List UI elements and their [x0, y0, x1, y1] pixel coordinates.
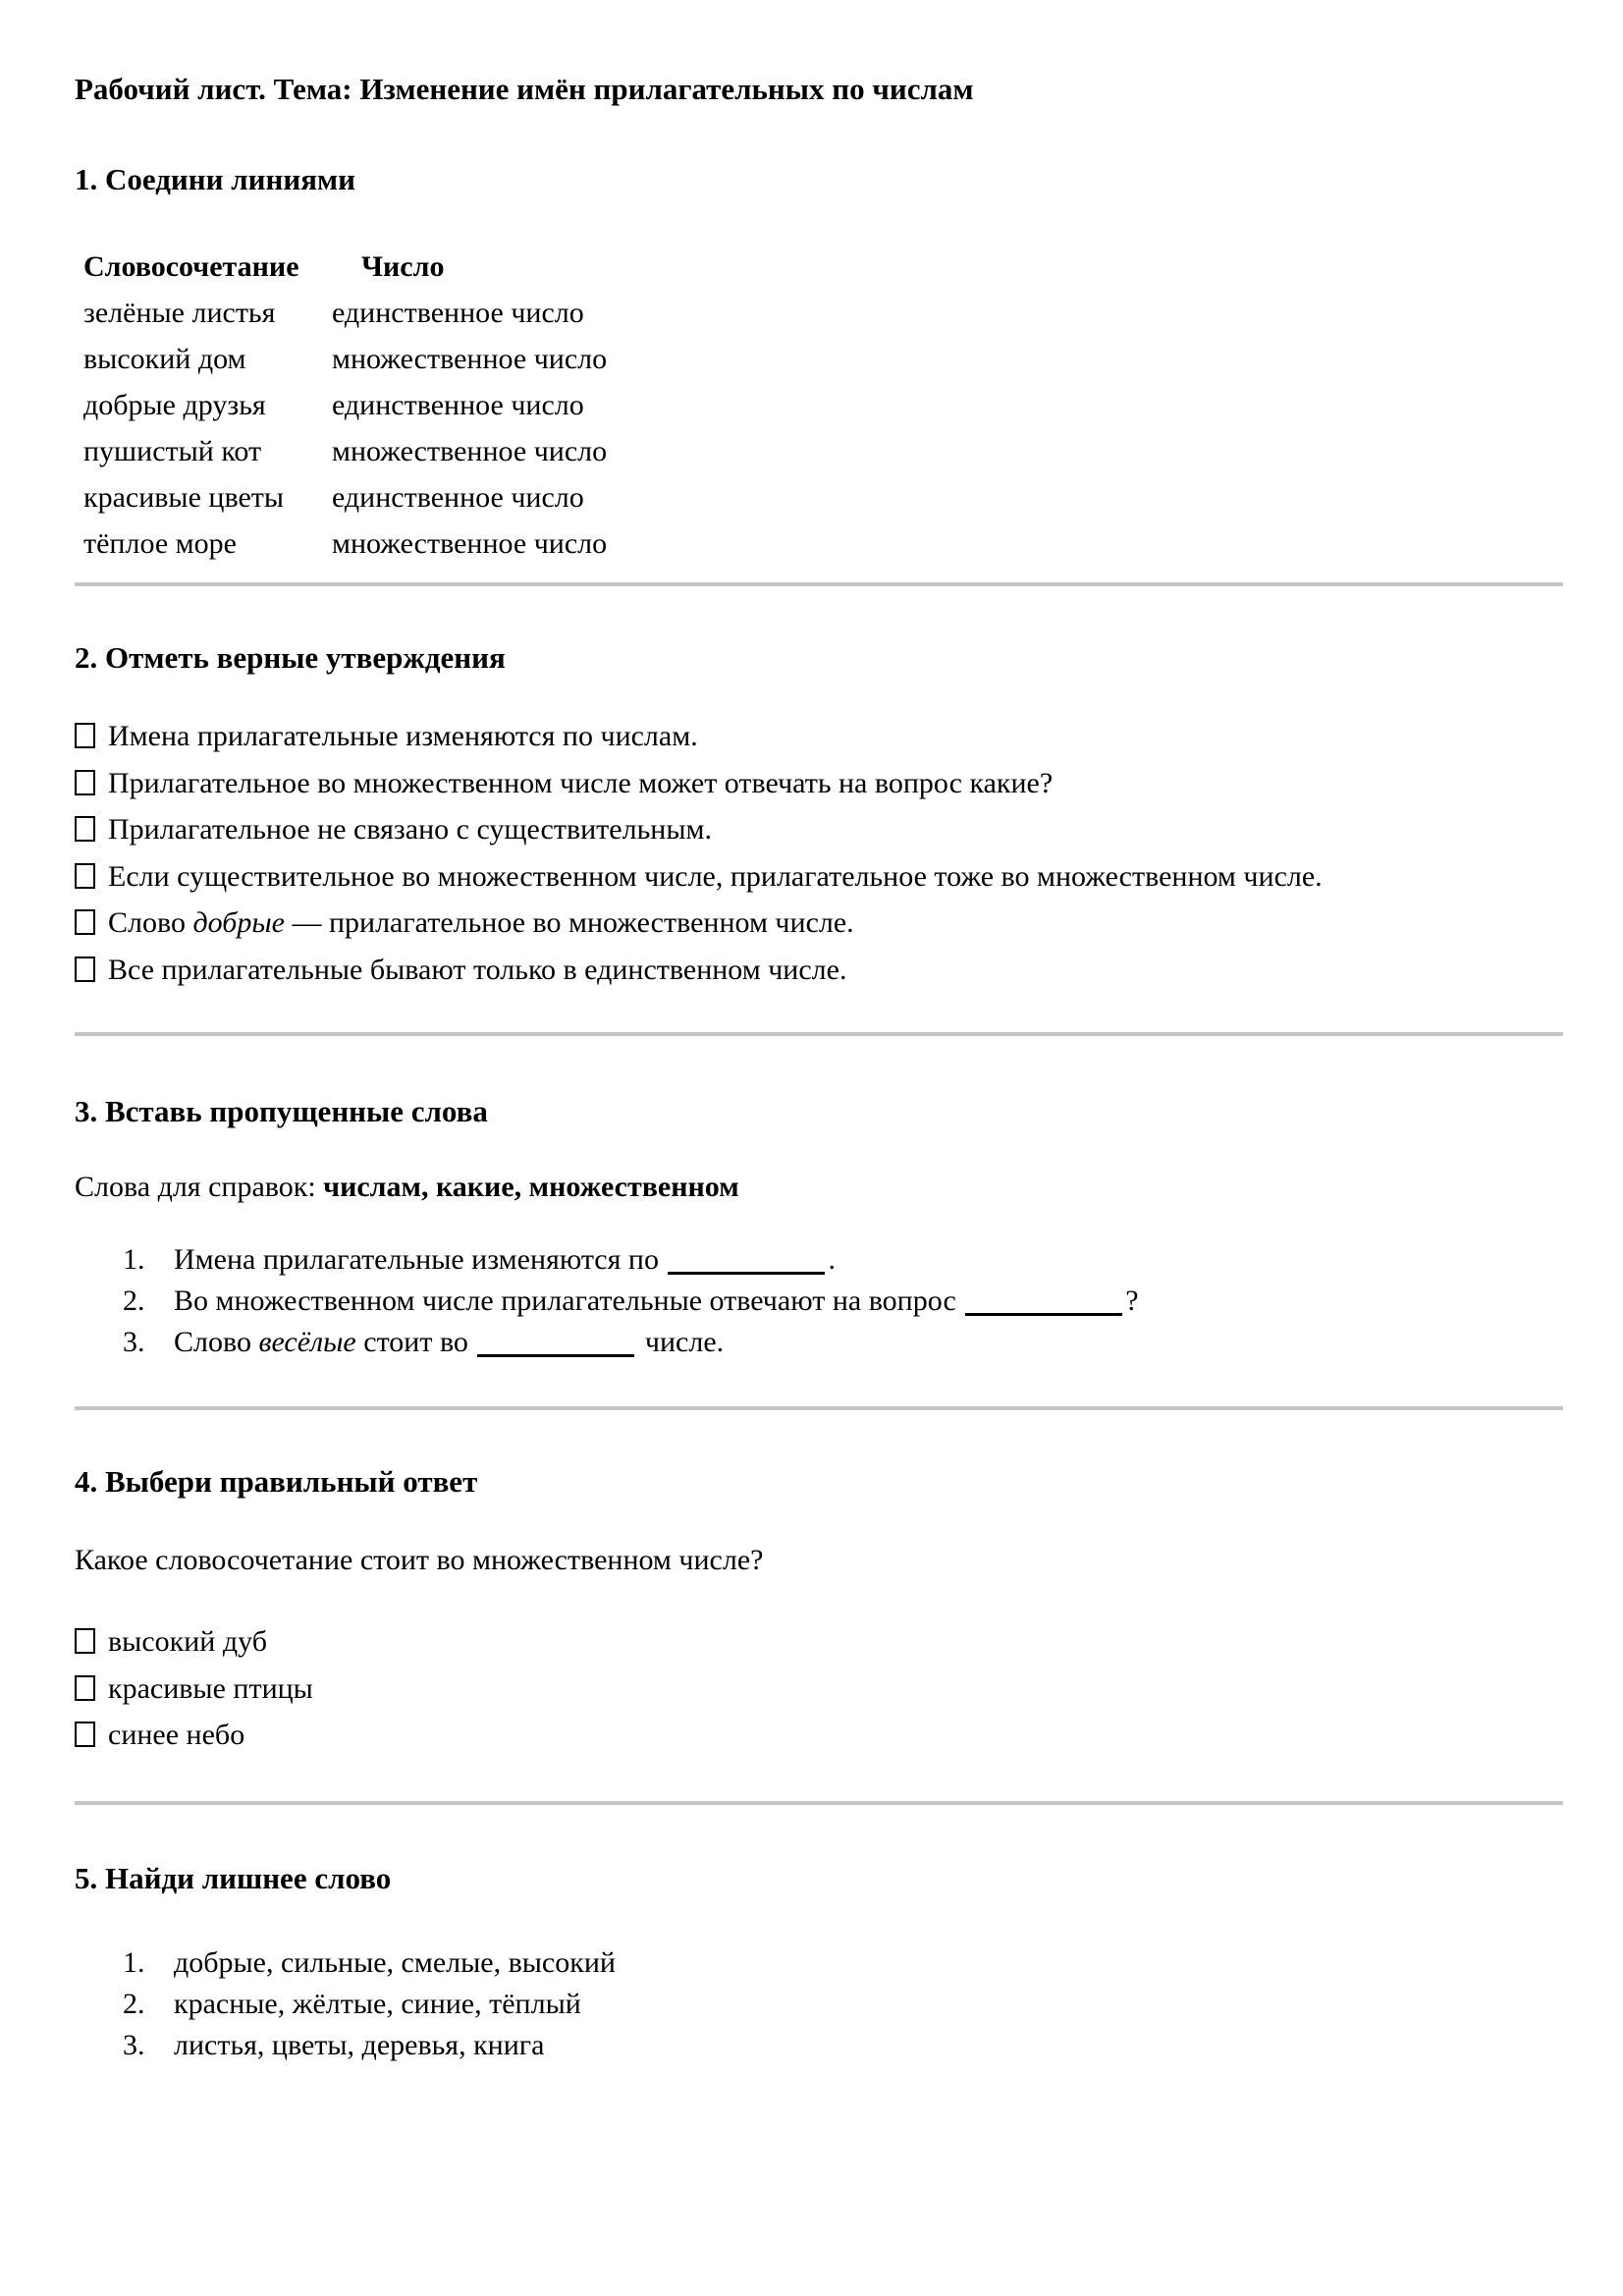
- number-cell: единственное число: [332, 297, 584, 329]
- blank-line[interactable]: [965, 1310, 1122, 1316]
- item-text: листья, цветы, деревья, книга: [174, 2028, 545, 2061]
- number-cell: множественное число: [332, 527, 608, 560]
- phrase-cell: красивые цветы: [83, 481, 285, 514]
- statement-text: Слово: [108, 906, 193, 939]
- section-divider: [75, 582, 1563, 586]
- section-3-heading: 3. Вставь пропущенные слова: [75, 1094, 488, 1128]
- phrase-cell: пушистый кот: [83, 435, 262, 467]
- table-header-number: Число: [361, 250, 445, 283]
- statement-row: [75, 853, 1563, 901]
- phrase-cell: тёплое море: [83, 527, 237, 560]
- phrase-cell: высокий дом: [83, 343, 246, 375]
- section-2-heading: 2. Отметь верные утверждения: [75, 640, 506, 675]
- number-cell: множественное число: [332, 343, 608, 375]
- blank-line[interactable]: [668, 1269, 825, 1275]
- hint-text: [75, 1167, 1563, 1208]
- item-text: .: [828, 1243, 836, 1276]
- item-text: ?: [1125, 1285, 1139, 1317]
- section-divider: [75, 1032, 1563, 1036]
- number-cell: единственное число: [332, 481, 584, 514]
- checkbox[interactable]: [75, 957, 95, 982]
- options-group: [75, 1618, 1563, 1759]
- number-cell: множественное число: [332, 435, 608, 467]
- list-number: 3.: [123, 2028, 145, 2061]
- item-text: добрые, сильные, смелые, высокий: [174, 1945, 616, 1979]
- item-text: Во множественном числе прилагательные отвечают на вопрос: [174, 1285, 964, 1317]
- section-divider: [75, 1406, 1563, 1410]
- fill-blank-list: [75, 1239, 1563, 1363]
- list-number: 2.: [123, 1987, 145, 2020]
- statement-text: Если существительное во множественном числе, прилагательное тоже во множественном числе.: [108, 859, 1323, 893]
- statement-text: Имена прилагательные изменяются по числам.: [108, 720, 698, 752]
- option-label: высокий дуб: [108, 1625, 267, 1658]
- statement-label: [108, 813, 712, 846]
- phrase-cell: зелёные листья: [83, 297, 276, 329]
- list-number: 2.: [123, 1285, 145, 1317]
- checkbox[interactable]: [75, 863, 95, 889]
- page-title: Рабочий лист. Тема: Изменение имён прилагательных по числам: [75, 72, 974, 106]
- question-text: Какое словосочетание стоит во множественном числе?: [75, 1544, 764, 1576]
- statement-row: [75, 900, 1563, 947]
- item-text: Имена прилагательные изменяются по: [174, 1243, 667, 1276]
- statement-row: [75, 713, 1563, 760]
- statement-text: Прилагательное не связано с существительным.: [108, 813, 712, 846]
- statement-text: Прилагательное во множественном числе может отвечать на вопрос какие?: [108, 766, 1054, 799]
- item-text: числе.: [637, 1326, 725, 1358]
- statements-group: [75, 713, 1563, 993]
- checkbox[interactable]: [75, 1675, 95, 1701]
- checkbox[interactable]: [75, 1628, 95, 1654]
- option-row: [75, 1712, 1563, 1759]
- item-text: красные, жёлтые, синие, тёплый: [174, 1987, 581, 2020]
- italic-word: добрые: [192, 906, 285, 939]
- list-number: 1.: [123, 1243, 145, 1276]
- matching-table: [83, 244, 1563, 567]
- statement-label: [108, 906, 854, 939]
- item-text: стоит во: [355, 1326, 476, 1358]
- odd-word-list: [75, 1942, 1563, 2066]
- number-cell: единственное число: [332, 389, 584, 421]
- statement-row: [75, 947, 1563, 994]
- statement-label: [108, 860, 1323, 893]
- statement-row: [75, 806, 1563, 853]
- list-item: [75, 1281, 1563, 1322]
- list-number: 1.: [123, 1945, 145, 1979]
- statement-label: [108, 720, 698, 752]
- list-item: [75, 2025, 1563, 2066]
- option-row: [75, 1618, 1563, 1666]
- checkbox[interactable]: [75, 770, 95, 795]
- section-5-heading: 5. Найди лишнее слово: [75, 1860, 392, 1895]
- list-item: [75, 1984, 1563, 2025]
- checkbox[interactable]: [75, 816, 95, 842]
- statement-row: [75, 760, 1563, 807]
- option-label: синее небо: [108, 1719, 245, 1751]
- item-text: Слово: [174, 1326, 259, 1358]
- statement-text: Все прилагательные бывают только в единственном числе.: [108, 953, 847, 986]
- list-item: [75, 1322, 1563, 1363]
- option-row: [75, 1666, 1563, 1713]
- checkbox[interactable]: [75, 723, 95, 748]
- phrase-cell: добрые друзья: [83, 389, 266, 421]
- hint-words: числам, какие, множественном: [323, 1171, 739, 1203]
- table-header-phrase: Словосочетание: [83, 250, 299, 283]
- checkbox[interactable]: [75, 1722, 95, 1747]
- blank-line[interactable]: [477, 1351, 634, 1357]
- statement-label: [108, 767, 1053, 799]
- section-4-heading: 4. Выбери правильный ответ: [75, 1464, 478, 1499]
- list-item: [75, 1239, 1563, 1281]
- hint-label: Слова для справок:: [75, 1171, 324, 1203]
- list-item: [75, 1942, 1563, 1984]
- option-label: красивые птицы: [108, 1671, 313, 1705]
- section-1-heading: 1. Соедини линиями: [75, 162, 355, 196]
- section-divider: [75, 1801, 1563, 1805]
- statement-label: [108, 954, 846, 986]
- checkbox[interactable]: [75, 909, 95, 935]
- list-number: 3.: [123, 1326, 145, 1358]
- statement-text: — прилагательное во множественном числе.: [284, 906, 854, 939]
- italic-word: весёлые: [258, 1326, 356, 1358]
